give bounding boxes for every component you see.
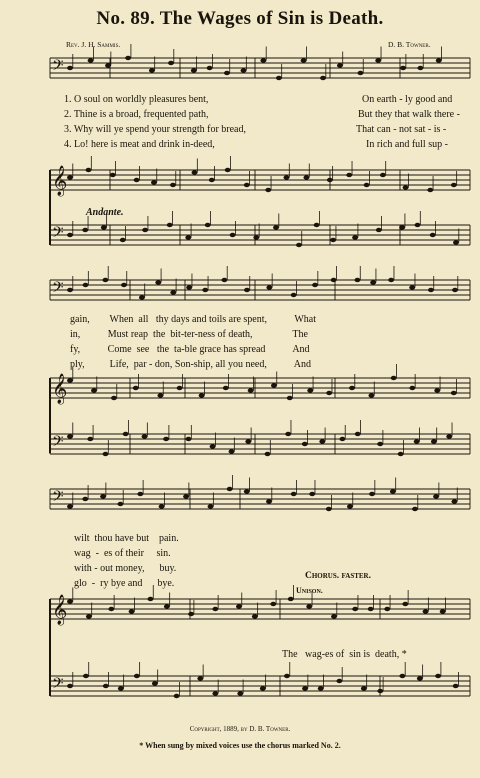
verse1-line3: wilt thou have but pain. <box>74 533 179 544</box>
verse1-line1-end: On earth - ly good and <box>362 94 453 105</box>
verse4-line1: 4. Lo! here is meat and drink in-deed, <box>64 139 215 150</box>
verse1-line1: 1. O soul on worldly pleasures bent, <box>64 94 209 105</box>
chorus-lyric: The wag-es of sin is death, * <box>282 649 407 660</box>
svg-text:𝄞: 𝄞 <box>52 374 68 404</box>
copyright-notice: Copyright, 1889, by D. B. Towner. <box>189 725 291 733</box>
verse2-line2: in, Must reap the bit-ter-ness of death, The <box>70 329 308 340</box>
verse4-line1-end: In rich and full sup - <box>366 139 448 150</box>
svg-text:𝄢: 𝄢 <box>52 675 64 696</box>
verse3-line3: with - out money, buy. <box>74 563 177 574</box>
verse3-line1: 3. Why will ye spend your strength for bread, <box>64 124 246 135</box>
svg-text:𝄢: 𝄢 <box>52 433 64 454</box>
footnote: * When sung by mixed voices use the chorus marked No. 2. <box>139 741 341 750</box>
verse2-line3: wag - es of their sin. <box>74 548 171 559</box>
verse4-line2: ply, Life, par - don, Son-ship, all you need, And <box>70 359 311 370</box>
verse3-line1-end: That can - not sat - is - <box>356 124 447 135</box>
verse3-line2: fy, Come see the ta-ble grace has spread And <box>70 344 310 355</box>
svg-text:𝄢: 𝄢 <box>52 279 64 300</box>
chorus-label: Chorus. faster. <box>305 571 371 581</box>
svg-text:𝄢: 𝄢 <box>52 488 64 509</box>
verse4-line3: glo - ry bye and bye. <box>74 578 175 589</box>
unison-label: Unison. <box>296 586 323 595</box>
svg-text:𝄢: 𝄢 <box>52 224 64 245</box>
verse2-line1: 2. Thine is a broad, frequented path, <box>64 109 209 120</box>
svg-text:𝄞: 𝄞 <box>52 166 68 196</box>
words-author: Rev. J. H. Sammis. <box>66 40 121 49</box>
hymn-title: No. 89. The Wages of Sin is Death. <box>96 8 384 29</box>
music-composer: D. B. Towner. <box>388 40 431 49</box>
svg-text:𝄢: 𝄢 <box>52 57 64 78</box>
verse2-line1-end: But they that walk there - <box>358 109 460 120</box>
tempo-mark: Andante. <box>86 207 124 218</box>
svg-text:𝄞: 𝄞 <box>52 595 68 625</box>
verse1-line2: gain, When all thy days and toils are spent, What <box>70 314 316 325</box>
